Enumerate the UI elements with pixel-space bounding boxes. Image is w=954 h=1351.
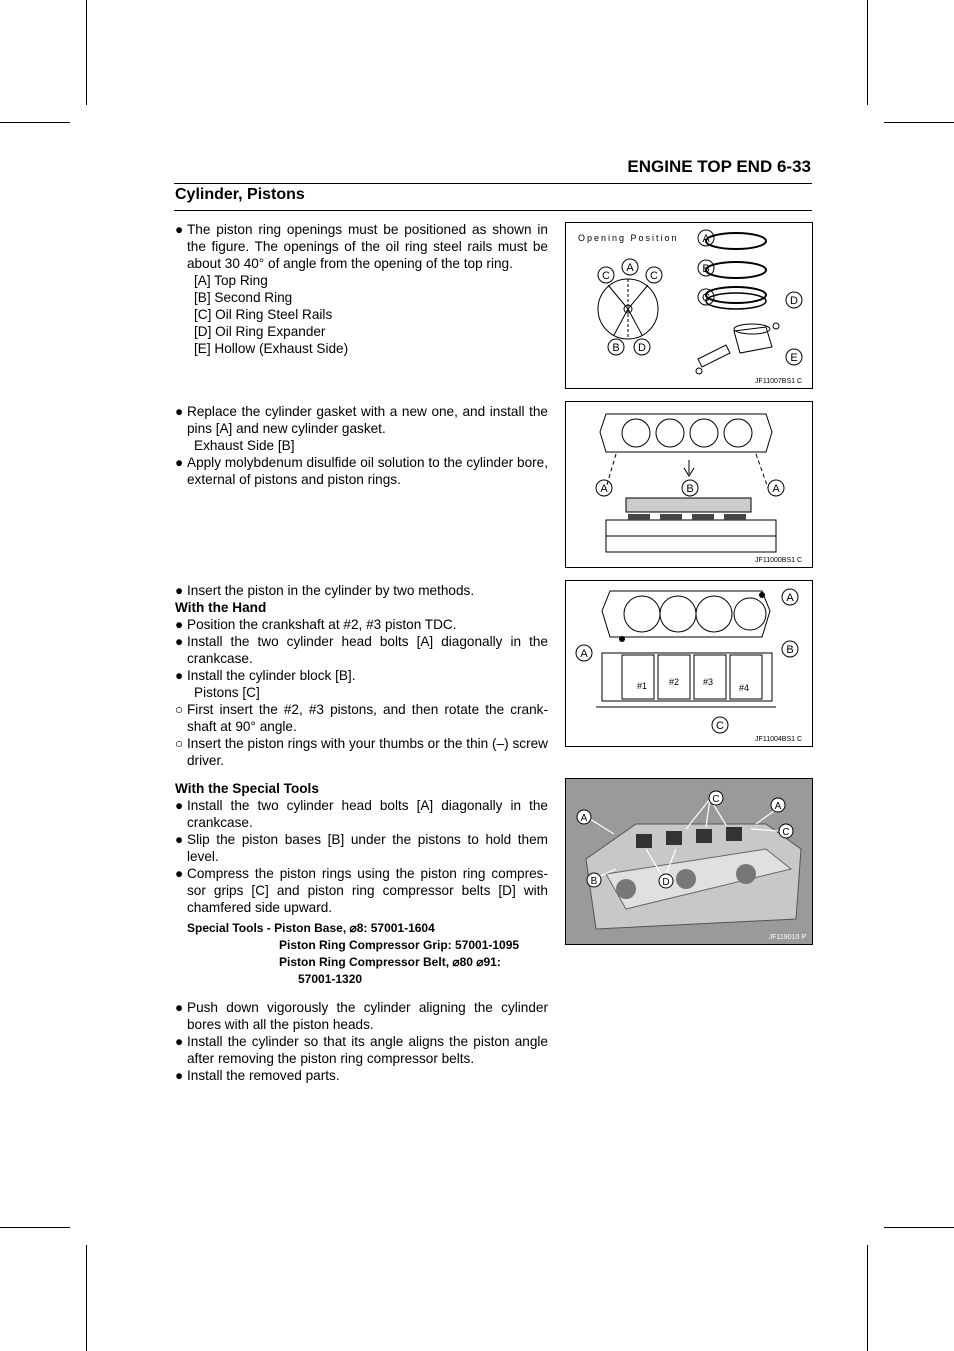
callout-c: C (702, 292, 710, 304)
bullet-text: Slip the piston bases [B] under the pistons to hold them level. (187, 832, 548, 864)
figure-cylinder-gasket (565, 401, 813, 568)
crop-mark (86, 0, 87, 105)
piston-label: #3 (702, 677, 714, 687)
crop-mark (867, 1245, 868, 1351)
callout-a: A (702, 233, 710, 245)
figure-code: JF119010 P (768, 934, 806, 941)
callout-b: B (702, 263, 710, 275)
circle-mark: ○ (175, 702, 184, 717)
callout-b: B (786, 644, 794, 656)
special-tools (187, 920, 548, 988)
list-item: [E] Hollow (Exhaust Side) (194, 341, 349, 356)
list-item: [A] Top Ring (194, 273, 268, 288)
piston-label: #1 (636, 681, 648, 691)
text-block-2 (175, 403, 548, 488)
bullet-item (175, 1033, 548, 1067)
bullet-mark: ● (175, 1068, 184, 1083)
callout-a: A (626, 262, 634, 274)
list-item: [B] Second Ring (194, 290, 293, 305)
section-title: Cylinder, Pistons (175, 186, 305, 203)
bullet-text: Install the two cylinder head bolts [A] diagonally in the crankcase. (187, 634, 548, 666)
crop-mark (86, 1245, 87, 1351)
text-block-5 (175, 999, 548, 1084)
bullet-mark: ● (175, 1000, 184, 1015)
bullet-mark: ● (175, 832, 184, 847)
list-item: [C] Oil Ring Steel Rails (194, 307, 333, 322)
callout-b: B (612, 342, 620, 354)
text-block-4 (175, 780, 548, 988)
bullet-item (175, 454, 548, 488)
bullet-mark: ● (175, 634, 184, 649)
bullet-item (175, 999, 548, 1033)
bullet-mark: ● (175, 798, 184, 813)
bullet-mark: ● (175, 583, 184, 598)
bullet-item (175, 616, 548, 633)
callout-b: B (590, 876, 598, 887)
callout-a: A (580, 648, 588, 660)
callout-c: C (650, 270, 658, 282)
callout-d: D (790, 295, 798, 307)
bullet-item (175, 831, 548, 865)
tools-line: 57001-1320 (298, 972, 363, 986)
bullet-item (175, 667, 548, 684)
figure-cylinder-block (565, 580, 813, 747)
bullet-item (175, 221, 548, 272)
callout-d: D (662, 877, 670, 888)
bullet-text: Install the cylinder block [B]. (187, 668, 356, 683)
callout-a: A (600, 483, 608, 495)
page-header: ENGINE TOP END 6-33 (627, 157, 811, 176)
list-item: Pistons [C] (194, 685, 260, 700)
callout-d: D (638, 342, 646, 354)
crop-mark (884, 122, 954, 123)
callout-b: B (686, 483, 694, 495)
bullet-text: Install the two cylinder head bolts [A] diagonally in the crankcase. (187, 798, 548, 830)
subheading: With the Hand (175, 600, 267, 615)
subheading: With the Special Tools (175, 781, 319, 796)
note-item (175, 735, 548, 769)
text-block-3 (175, 582, 548, 769)
note-text: Insert the piston rings with your thumbs or the thin (–) screw driver. (187, 736, 548, 768)
callout-a: A (786, 592, 794, 604)
bullet-mark: ● (175, 617, 184, 632)
figure-code: JF11007BS1 C (755, 378, 802, 385)
bullet-item (175, 865, 548, 916)
figure-code: JF11000BS1 C (755, 557, 802, 564)
bullet-text: The piston ring openings must be positioned as shown in the figure. The openings of the oil ring steel rails must be about 30 40° of angle from the opening of the top ring. (187, 222, 548, 271)
bullet-mark: ● (175, 1034, 184, 1049)
circle-mark: ○ (175, 736, 184, 751)
callout-e: E (790, 352, 798, 364)
section-rule (174, 210, 812, 211)
crop-mark (867, 0, 868, 105)
tools-line: Piston Ring Compressor Belt, ⌀80 ⌀91: (279, 955, 501, 969)
bullet-text: Push down vigorously the cylinder aligning the cylinder bores with all the piston heads. (187, 1000, 548, 1032)
bullet-mark: ● (175, 668, 184, 683)
bullet-text: Apply molybdenum disulfide oil solution to the cylinder bore, external of pistons and piston rings. (187, 455, 548, 487)
callout-c: C (716, 720, 724, 732)
bullet-item (175, 1067, 548, 1084)
bullet-mark: ● (175, 404, 184, 419)
bullet-mark: ● (175, 866, 184, 881)
figure-title: Opening Position (578, 233, 679, 243)
tools-line: Piston Ring Compressor Grip: 57001-1095 (279, 938, 520, 952)
callout-a: A (774, 801, 782, 812)
bullet-text: Compress the piston rings using the piston ring compres-sor grips [C] and piston ring compressor belts [D] with chamfered side upward. (187, 866, 548, 915)
callout-c: C (712, 794, 720, 805)
callout-a: A (772, 483, 780, 495)
bullet-item (175, 633, 548, 667)
tools-line: Special Tools - Piston Base, ⌀8: 57001-1604 (187, 921, 435, 935)
figure-code: JF11004BS1 C (755, 736, 802, 743)
list-item: [D] Oil Ring Expander (194, 324, 326, 339)
bullet-text: Replace the cylinder gasket with a new one, and install the pins [A] and new cylinder gasket. (187, 404, 548, 436)
bullet-text: Install the cylinder so that its angle aligns the piston angle after removing the piston ring compressor belts. (187, 1034, 548, 1066)
piston-label: #4 (738, 683, 750, 693)
bullet-text: Position the crankshaft at #2, #3 piston TDC. (187, 617, 457, 632)
crop-mark (0, 122, 70, 123)
list-item: Exhaust Side [B] (194, 438, 295, 453)
note-text: First insert the #2, #3 pistons, and then rotate the crank-shaft at 90° angle. (187, 702, 548, 734)
bullet-text: Install the removed parts. (187, 1068, 340, 1083)
bullet-mark: ● (175, 222, 184, 237)
figure-special-tools-photo (565, 778, 813, 945)
bullet-text: Insert the piston in the cylinder by two methods. (187, 583, 475, 598)
text-block-1 (175, 221, 548, 357)
crop-mark (884, 1227, 954, 1228)
bullet-item (175, 403, 548, 437)
bullet-item (175, 797, 548, 831)
figure-ring-opening (565, 222, 813, 389)
callout-c: C (602, 270, 610, 282)
note-item (175, 701, 548, 735)
piston-label: #2 (668, 677, 680, 687)
header-rule (174, 183, 812, 184)
crop-mark (0, 1227, 70, 1228)
callout-a: A (580, 813, 588, 824)
bullet-item (175, 582, 548, 599)
bullet-mark: ● (175, 455, 184, 470)
callout-c: C (782, 827, 790, 838)
